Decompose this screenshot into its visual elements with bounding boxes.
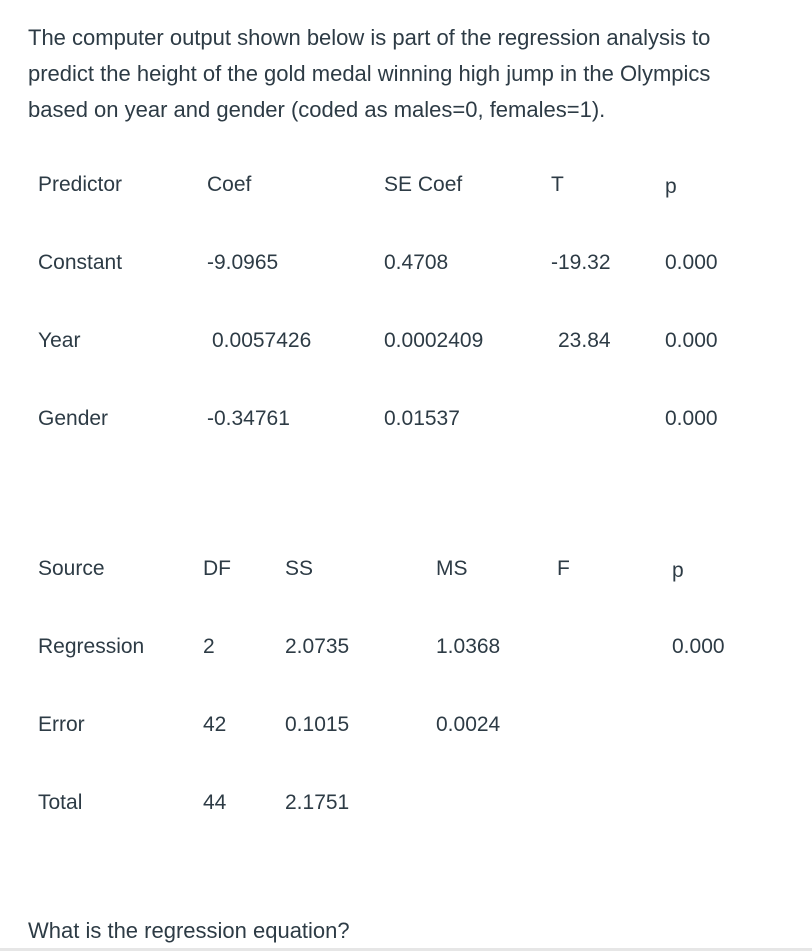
anova-header-ms: MS <box>436 557 468 580</box>
coef-header-coef: Coef <box>207 173 252 196</box>
coef-cell: -0.34761 <box>207 407 290 430</box>
coef-header-predictor: Predictor <box>38 173 123 196</box>
coef-cell: -19.32 <box>551 251 611 274</box>
intro-line: based on year and gender (coded as males=0, females=1). <box>28 97 606 122</box>
coef-cell: 0.000 <box>665 251 718 274</box>
coef-header-t: T <box>551 173 564 196</box>
anova-cell: 44 <box>203 791 227 814</box>
anova-header-ss: SS <box>285 557 314 580</box>
coef-cell: 0.000 <box>665 407 718 430</box>
coef-cell: 0.01537 <box>384 407 460 430</box>
intro-line: The computer output shown below is part of the regression analysis to <box>28 25 711 50</box>
coef-cell: 0.0002409 <box>384 329 484 352</box>
anova-header-df: DF <box>203 557 231 580</box>
coef-cell: 0.000 <box>665 329 718 352</box>
question-text: What is the regression equation? <box>28 918 350 943</box>
anova-cell: 0.0024 <box>436 713 501 736</box>
anova-cell: 1.0368 <box>436 635 501 658</box>
anova-cell: 2.1751 <box>285 791 350 814</box>
coef-cell: Constant <box>38 251 123 274</box>
intro-paragraph <box>28 20 798 128</box>
coef-cell: 0.0057426 <box>212 329 312 352</box>
anova-cell: 42 <box>203 713 227 736</box>
coef-cell: -9.0965 <box>207 251 279 274</box>
anova-cell: Regression <box>38 635 145 658</box>
intro-line: predict the height of the gold medal winning high jump in the Olympics <box>28 61 711 86</box>
anova-header-f: F <box>557 557 570 580</box>
coef-header-se-coef: SE Coef <box>384 173 463 196</box>
anova-header-p: p <box>672 559 684 582</box>
anova-cell: Total <box>38 791 83 814</box>
anova-cell: 2.0735 <box>285 635 350 658</box>
coef-cell: 0.4708 <box>384 251 449 274</box>
anova-header-source: Source <box>38 557 105 580</box>
anova-cell: Error <box>38 713 85 736</box>
anova-cell: 0.000 <box>672 635 725 658</box>
coef-cell: Year <box>38 329 81 352</box>
coef-cell: 23.84 <box>558 329 611 352</box>
coef-cell: Gender <box>38 407 109 430</box>
anova-cell: 0.1015 <box>285 713 350 736</box>
coef-header-p: p <box>665 175 677 198</box>
anova-cell: 2 <box>203 635 215 658</box>
